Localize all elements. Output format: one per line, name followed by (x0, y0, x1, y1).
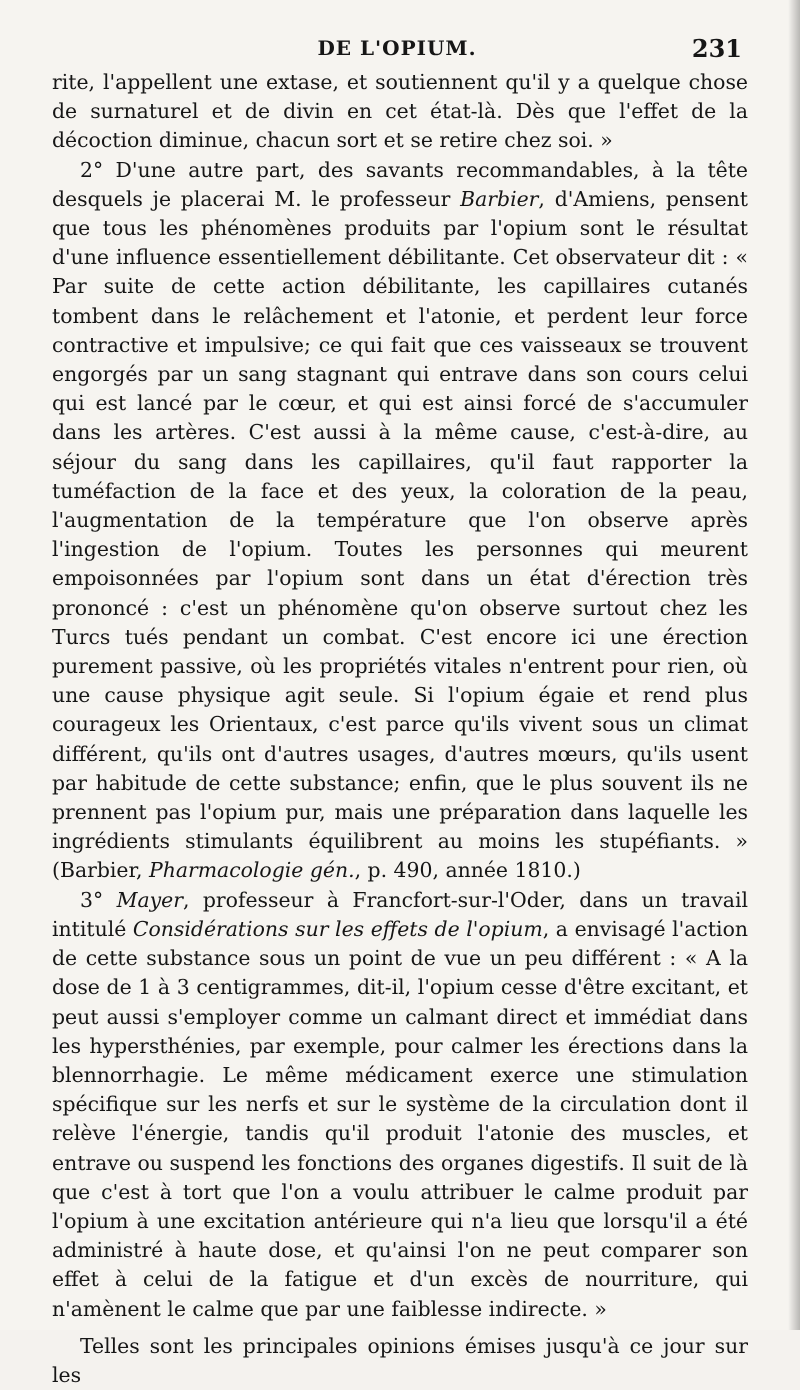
paragraph-p3 (52, 886, 748, 1324)
text-run: , professeur à Francfort-sur-l'Oder, dans un travail intitulé (52, 887, 748, 941)
page-header (52, 34, 742, 64)
text-run: 3° (80, 887, 117, 912)
italic-text: Considérations sur les effets de l'opium (132, 916, 543, 941)
paragraph-p1 (52, 68, 748, 156)
page-edge-shadow (788, 0, 800, 1330)
text-run: , a envisagé l'action de cette substance sous un point de vue un peu différent : « A la dose de 1 à 3 centigrammes, dit-il, l'opium cesse d'être excitant, et peut aussi s'employer comme un calmant direct et immédiat dans les hypersthénies, par exemple, pour calmer les érections dans la blennorrhagie. Le même médicament exerce une stimulation spécifique sur les nerfs et sur le système de la circulation dont il relève l'énergie, tandis qu'il produit l'atonie des muscles, et entrave ou suspend les fonctions des organes digestifs. Il suit de là que c'est à tort que l'on a voulu attribuer le calme produit par l'opium à une excitation antérieure qui n'a lieu que lorsqu'il a été administré à haute dose, et qu'ainsi l'on ne peut comparer son effet à celui de la fatigue et d'un excès de nourriture, qui n'amènent le calme que par une faiblesse indirecte. » (52, 916, 748, 1321)
body-text (52, 68, 748, 1390)
running-head: DE L'OPIUM. (317, 36, 477, 60)
italic-text: Mayer (116, 887, 183, 912)
text-run: Telles sont les principales opinions émises jusqu'à ce jour sur les (52, 1333, 748, 1387)
page-number: 231 (691, 34, 742, 63)
italic-text: Barbier (460, 186, 539, 211)
text-run: , p. 490, année 1810.) (354, 858, 581, 883)
text-run: rite, l'appellent une extase, et soutiennent qu'il y a quelque chose de surnaturel et de divin en cet état-là. Dès que l'effet de la décoction diminue, chacun sort et se retire chez soi. » (52, 70, 748, 153)
text-run: , d'Amiens, pensent que tous les phénomènes produits par l'opium sont le résultat d'une influence essentiellement débilitante. Cet observateur dit : « Par suite de cette action débilitante, les capillaires cutanés tombent dans le relâchement et l'atonie, et perdent leur force contractive et impulsive; ce qui fait que ces vaisseaux se trouvent engorgés par un sang stagnant qui entrave dans son cours celui qui est lancé par le cœur, et qui est ainsi forcé de s'accumuler dans les artères. C'est aussi à la même cause, c'est-à-dire, au séjour du sang dans les capillaires, qu'il faut rapporter la tuméfaction de la face et des yeux, la coloration de la peau, l'augmentation de la température que l'on observe après l'ingestion de l'opium. Toutes les personnes qui meurent empoisonnées par l'opium sont dans un état d'érection très prononcé : c'est un phénomène qu'on observe surtout chez les Turcs tués pendant un combat. C'est encore ici une érection purement passive, où les propriétés vitales n'entrent pour rien, où une cause physique agit seule. Si l'opium égaie et rend plus courageux les Orientaux, c'est parce qu'ils vivent sous un climat différent, qu'ils ont d'autres usages, d'autres mœurs, qu'ils usent par habitude de cette substance; enfin, que le plus souvent ils ne prennent pas l'opium pur, mais une préparation dans laquelle les ingrédients stimulants équilibrent au moins les stupéfiants. » (Barbier, (52, 186, 748, 883)
paragraph-p2 (52, 156, 748, 886)
text-run: 2° D'une autre part, des savants recommandables, à la tête desquels je placerai M. le professeur (52, 157, 748, 211)
paragraph-p4 (52, 1332, 748, 1390)
italic-text: Pharmacologie gén. (148, 858, 355, 883)
